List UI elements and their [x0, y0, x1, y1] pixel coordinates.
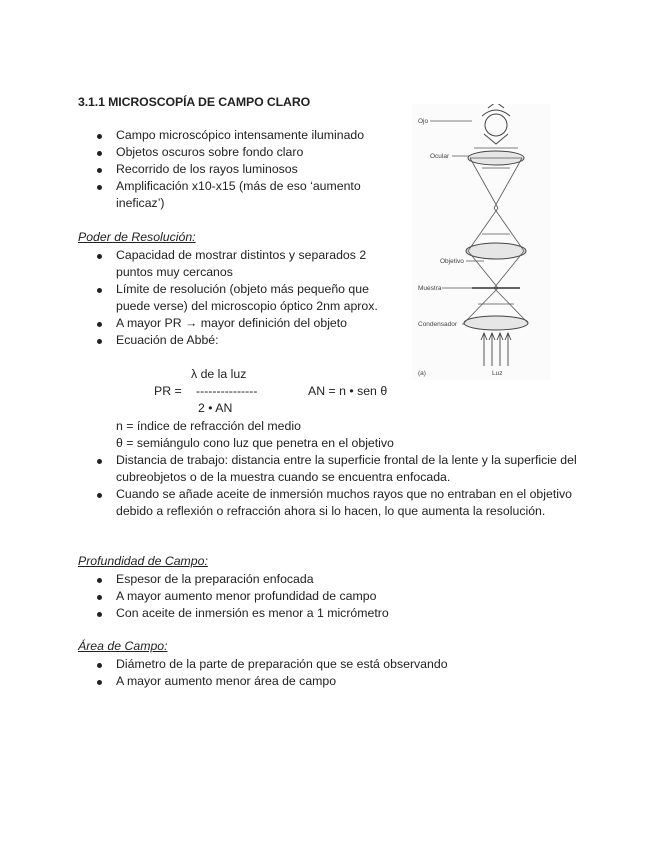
list-item: Con aceite de inmersión es menor a 1 micrómetro — [0, 605, 560, 622]
list-item: Límite de resolución (objeto más pequeño que puede verse) del microscopio óptico 2nm aprox. — [0, 281, 400, 315]
definition-n: n = índice de refracción del medio — [116, 419, 301, 433]
diagram-background — [412, 104, 550, 380]
list-item: A mayor aumento menor profundidad de campo — [0, 588, 560, 605]
label-luz: Luz — [492, 370, 503, 377]
list-item: Amplificación x10-x15 (más de eso ‘aumento ineficaz’) — [0, 178, 400, 212]
equation-lhs: PR = — [154, 384, 182, 398]
objective-lens-icon — [466, 243, 526, 259]
depth-title: Profundidad de Campo: — [78, 554, 208, 568]
an-formula: AN = n • sen θ — [308, 384, 388, 398]
label-ojo: Ojo — [418, 118, 429, 125]
list-item: Objetos oscuros sobre fondo claro — [0, 144, 400, 161]
resolution-list — [0, 247, 400, 349]
list-item: Espesor de la preparación enfocada — [0, 571, 560, 588]
section-heading: 3.1.1 MICROSCOPÍA DE CAMPO CLARO — [78, 95, 311, 109]
fraction-line: --------------- — [196, 384, 258, 398]
resolution-title: Poder de Resolución: — [78, 230, 196, 244]
list-item: A mayor aumento menor área de campo — [0, 673, 560, 690]
label-ocular: Ocular — [430, 153, 450, 160]
microscope-diagram — [412, 104, 550, 380]
list-item: A mayor PR → mayor definición del objeto — [0, 315, 400, 332]
condenser-lens-icon — [464, 316, 528, 330]
intro-list — [0, 127, 400, 212]
microscope-diagram-svg — [412, 104, 550, 380]
equation-numerator: λ de la luz — [191, 367, 247, 381]
list-item: Capacidad de mostrar distintos y separados 2 puntos muy cercanos — [0, 247, 400, 281]
list-item: Recorrido de los rayos luminosos — [0, 161, 400, 178]
label-condensador: Condensador — [418, 321, 458, 328]
area-title: Área de Campo: — [78, 639, 168, 653]
label-muestra: Muestra — [418, 285, 442, 292]
definition-theta: θ = semiángulo cono luz que penetra en el objetivo — [116, 436, 394, 450]
list-item: Ecuación de Abbé: — [0, 332, 400, 349]
area-list — [0, 656, 560, 690]
list-item: Campo microscópico intensamente iluminado — [0, 127, 400, 144]
list-item: Cuando se añade aceite de inmersión muchos rayos que no entraban en el objetivo debido a reflexión o refracción ahora si lo hacen, lo que aumenta la resolución. — [0, 486, 584, 520]
label-panel: (a) — [418, 370, 426, 377]
equation-denominator: 2 • AN — [198, 401, 233, 415]
resolution-extra-list — [0, 452, 584, 520]
depth-list — [0, 571, 560, 622]
label-objetivo: Objetivo — [440, 258, 464, 265]
list-item: Diámetro de la parte de preparación que se está observando — [0, 656, 560, 673]
list-item: Distancia de trabajo: distancia entre la superficie frontal de la lente y la superficie del cubreobjetos o de la muestra cuando se encuentra enfocada. — [0, 452, 584, 486]
